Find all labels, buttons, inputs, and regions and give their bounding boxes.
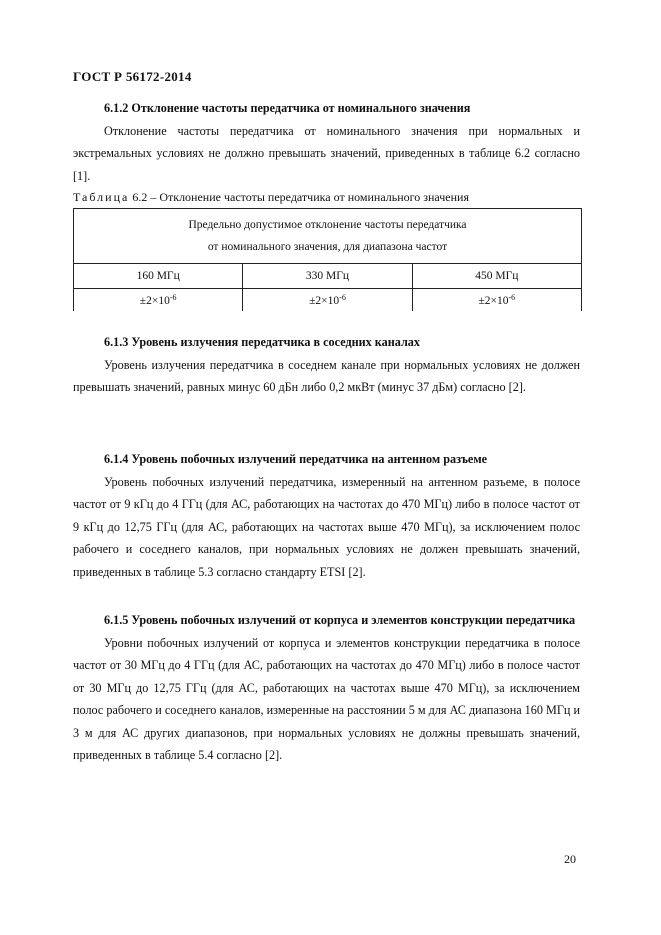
section-6-1-4: [73, 448, 580, 583]
table-cell: [243, 289, 412, 312]
section-heading: 6.1.4 Уровень побочных излучений передатчика на антенном разъеме: [104, 452, 488, 466]
table-caption: [73, 190, 469, 205]
section-6-1-3: [73, 331, 580, 399]
exponent: -6: [508, 293, 516, 302]
section-heading: 6.1.3 Уровень излучения передатчика в соседних каналах: [104, 335, 420, 349]
table-caption-text: 6.2 – Отклонение частоты передатчика от номинального значения: [129, 190, 469, 204]
table-header-line1: Предельно допустимое отклонение частоты передатчика: [188, 219, 467, 231]
table-cell: 160 МГц: [74, 264, 243, 289]
table-cell: [412, 289, 581, 312]
table-cell: 330 МГц: [243, 264, 412, 289]
section-6-1-2: [73, 97, 580, 187]
frequency-deviation-table: [73, 208, 582, 311]
table-row: [74, 264, 582, 289]
table-cell: [74, 289, 243, 312]
tolerance-value: ±2×10: [139, 295, 170, 307]
table-caption-prefix: Таблица: [73, 190, 130, 204]
table-header-cell: [74, 209, 582, 264]
table-row: [74, 289, 582, 312]
tolerance-value: ±2×10: [478, 295, 509, 307]
table-header-row: [74, 209, 582, 264]
table-header-line2: от номинального значения, для диапазона частот: [207, 241, 448, 253]
section-heading: 6.1.5 Уровень побочных излучений от корпуса и элементов конструкции передатчика: [104, 613, 576, 627]
section-paragraph: Уровни побочных излучений от корпуса и элементов конструкции передатчика в полосе частот от 30 МГц до 4 ГГц (для АС, работающих на частотах до 470 МГц) либо в полосе частот от 30 МГц до 12,75 ГГц (для АС, работающих на частотах выше 470 МГц), за исключением полос рабочего и соседнего каналов, измеренные на расстоянии 5 м для АС диапазона 160 МГц и 3 м для АС других диапазонов, при нормальных условиях не должны превышать значений, приведенных в таблице 5.4 согласно [2].: [73, 635, 580, 762]
exponent: -6: [169, 293, 177, 302]
table-cell: 450 МГц: [412, 264, 581, 289]
page-number: 20: [564, 852, 576, 866]
tolerance-value: ±2×10: [309, 295, 340, 307]
section-6-1-5: [73, 609, 580, 767]
section-paragraph: Уровень излучения передатчика в соседнем канале при нормальных условиях не должен превышать значений, равных минус 60 дБн либо 0,2 мкВт (минус 37 дБм) согласно [2].: [73, 357, 580, 394]
exponent: -6: [339, 293, 346, 302]
section-heading: 6.1.2 Отклонение частоты передатчика от номинального значения: [104, 101, 471, 115]
section-paragraph: Отклонение частоты передатчика от номинального значения при нормальных и экстремальных условиях не должно превышать значений, приведенных в таблице 6.2 согласно [1].: [73, 123, 580, 183]
document-header: ГОСТ Р 56172-2014: [73, 69, 192, 84]
section-paragraph: Уровень побочных излучений передатчика, измеренный на антенном разъеме, в полосе частот от 9 кГц до 4 ГГц (для АС, работающих на частотах до 470 МГц) либо в полосе частот от 9 кГц до 12,75 ГГц (для АС, работающих на частотах выше 470 МГц), за исключением полос рабочего и соседнего каналов, при нормальных условиях не должен превышать значений, приведенных в таблице 5.3 согласно стандарту ETSI [2].: [73, 474, 580, 579]
